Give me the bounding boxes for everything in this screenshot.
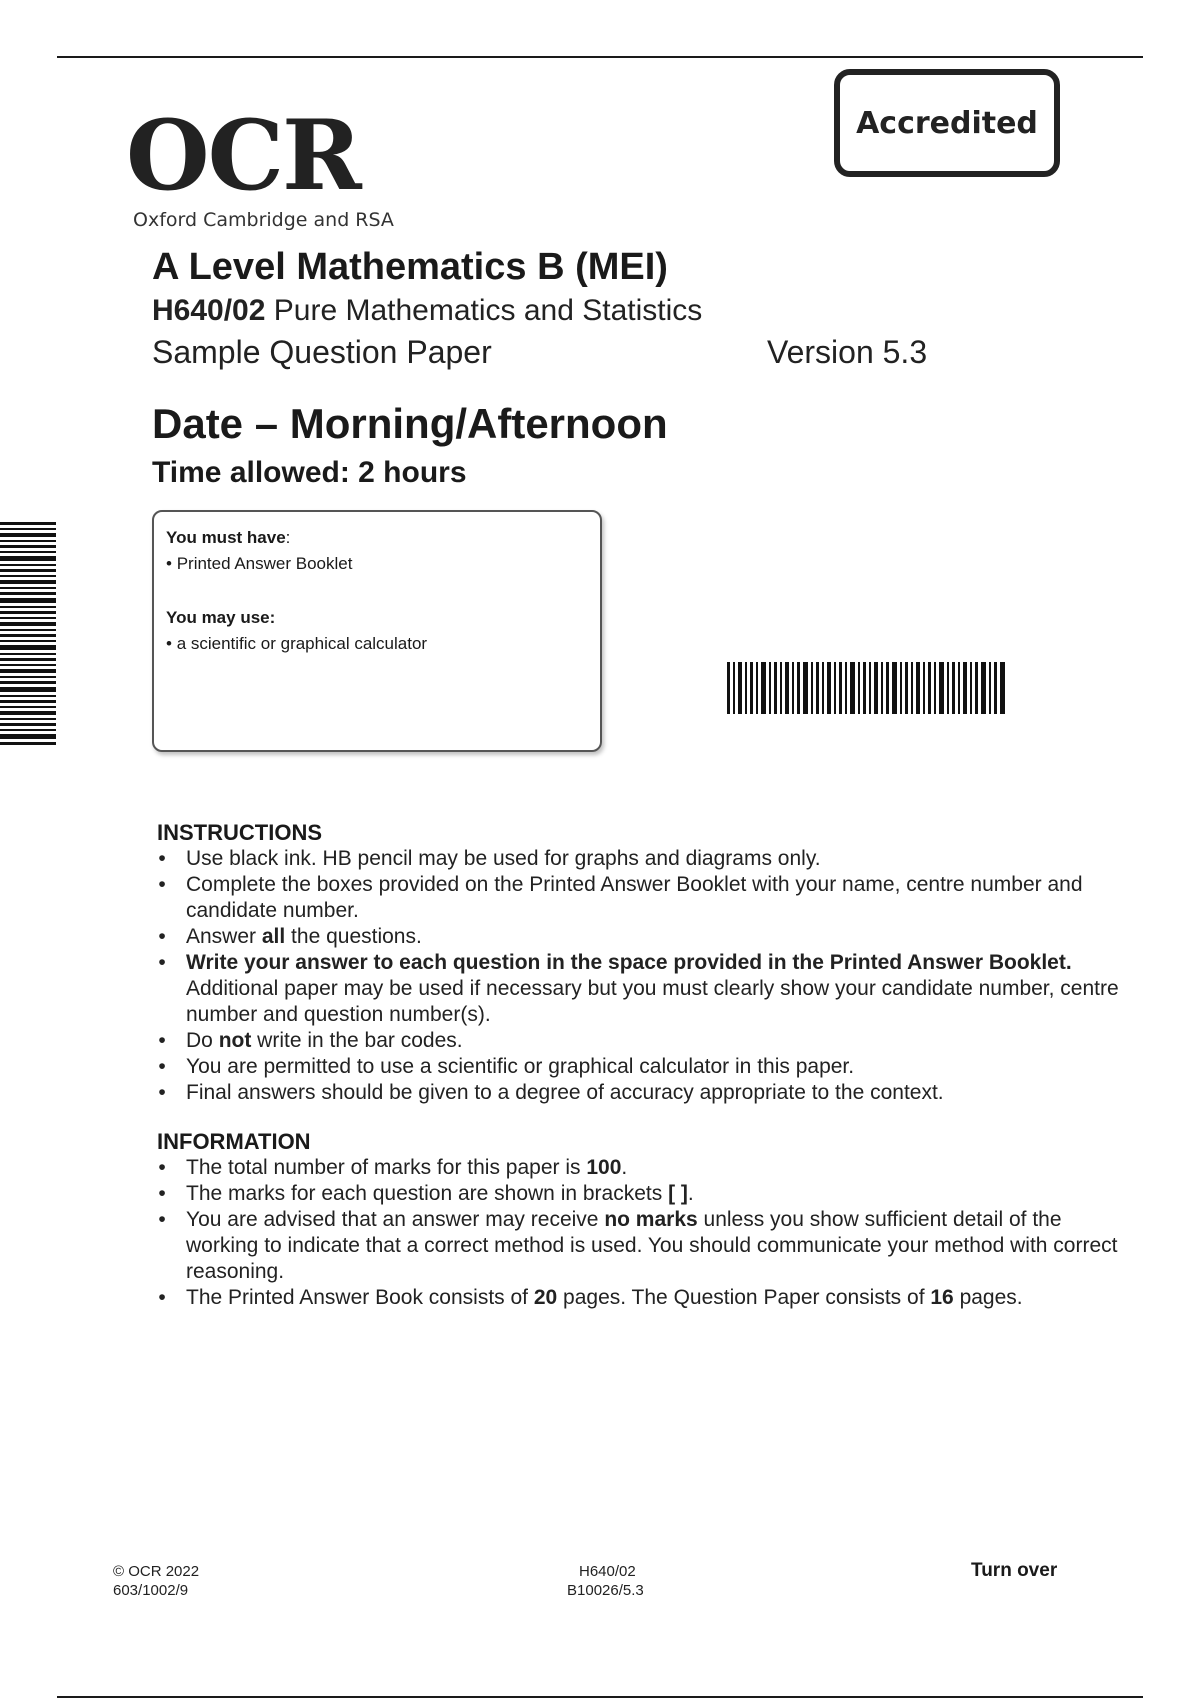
paper-title: A Level Mathematics B (MEI) — [152, 246, 668, 288]
list-item: • You are permitted to use a scientific or graphical calculator in this paper. — [158, 1055, 855, 1078]
accredited-label: Accredited — [856, 105, 1038, 141]
qualification-code: 603/1002/9 — [113, 1582, 189, 1599]
must-have-heading: You must have: — [166, 528, 291, 547]
list-item: • Complete the boxes provided on the Printed Answer Booklet with your name, centre number and candidate number. — [158, 873, 1083, 922]
top-rule — [57, 56, 1143, 58]
paper-version: Version 5.3 — [767, 334, 928, 370]
list-item: • The total number of marks for this paper is 100. — [158, 1156, 628, 1179]
may-use-heading: You may use: — [166, 608, 276, 627]
list-item: • Answer all the questions. — [158, 925, 422, 948]
accredited-stamp — [834, 69, 1060, 177]
list-item: • Use black ink. HB pencil may be used for graphs and diagrams only. — [158, 847, 821, 870]
paper-code: H640/02 — [152, 294, 266, 327]
paper-subtitle — [152, 294, 702, 328]
information-heading: INFORMATION — [157, 1129, 311, 1154]
copyright: © OCR 2022 — [113, 1563, 200, 1580]
turn-over: Turn over — [971, 1560, 1058, 1581]
bottom-rule — [57, 1696, 1143, 1698]
list-item: • The Printed Answer Book consists of 20 pages. The Question Paper consists of 16 pages. — [158, 1286, 1023, 1309]
ocr-logo-subtext: Oxford Cambridge and RSA — [133, 209, 394, 231]
paper-code-footer: H640/02 — [579, 1563, 636, 1580]
must-have-item: • Printed Answer Booklet — [166, 554, 353, 573]
reference-code: B10026/5.3 — [567, 1582, 644, 1599]
may-use-item: • a scientific or graphical calculator — [166, 634, 428, 653]
footer-left — [113, 1562, 199, 1600]
time-allowed: Time allowed: 2 hours — [152, 456, 467, 489]
main-barcode — [727, 662, 1005, 714]
paper-subject: Pure Mathematics and Statistics — [273, 294, 703, 327]
list-item: • Final answers should be given to a degree of accuracy appropriate to the context. — [158, 1081, 944, 1104]
information-list — [152, 1155, 1132, 1311]
paper-kind: Sample Question Paper — [152, 334, 492, 370]
footer-center — [567, 1562, 644, 1600]
list-item: • Write your answer to each question in the space provided in the Printed Answer Booklet. Additional paper may be used if necessary but you must clearly show your candidate number, centre number and question number(s). — [158, 951, 1119, 1026]
materials-box — [152, 510, 602, 752]
date-line: Date – Morning/Afternoon — [152, 400, 668, 447]
ocr-logo: OCR — [126, 99, 360, 212]
list-item: • You are advised that an answer may receive no marks unless you show sufficient detail of the working to indicate that a correct method is used. You should communicate your method with correct reasoning. — [158, 1208, 1118, 1283]
instructions-heading: INSTRUCTIONS — [157, 820, 322, 845]
list-item: • The marks for each question are shown in brackets [ ]. — [158, 1182, 694, 1205]
side-barcode — [0, 522, 56, 748]
list-item: • Do not write in the bar codes. — [158, 1029, 463, 1052]
instructions-list — [152, 846, 1132, 1106]
